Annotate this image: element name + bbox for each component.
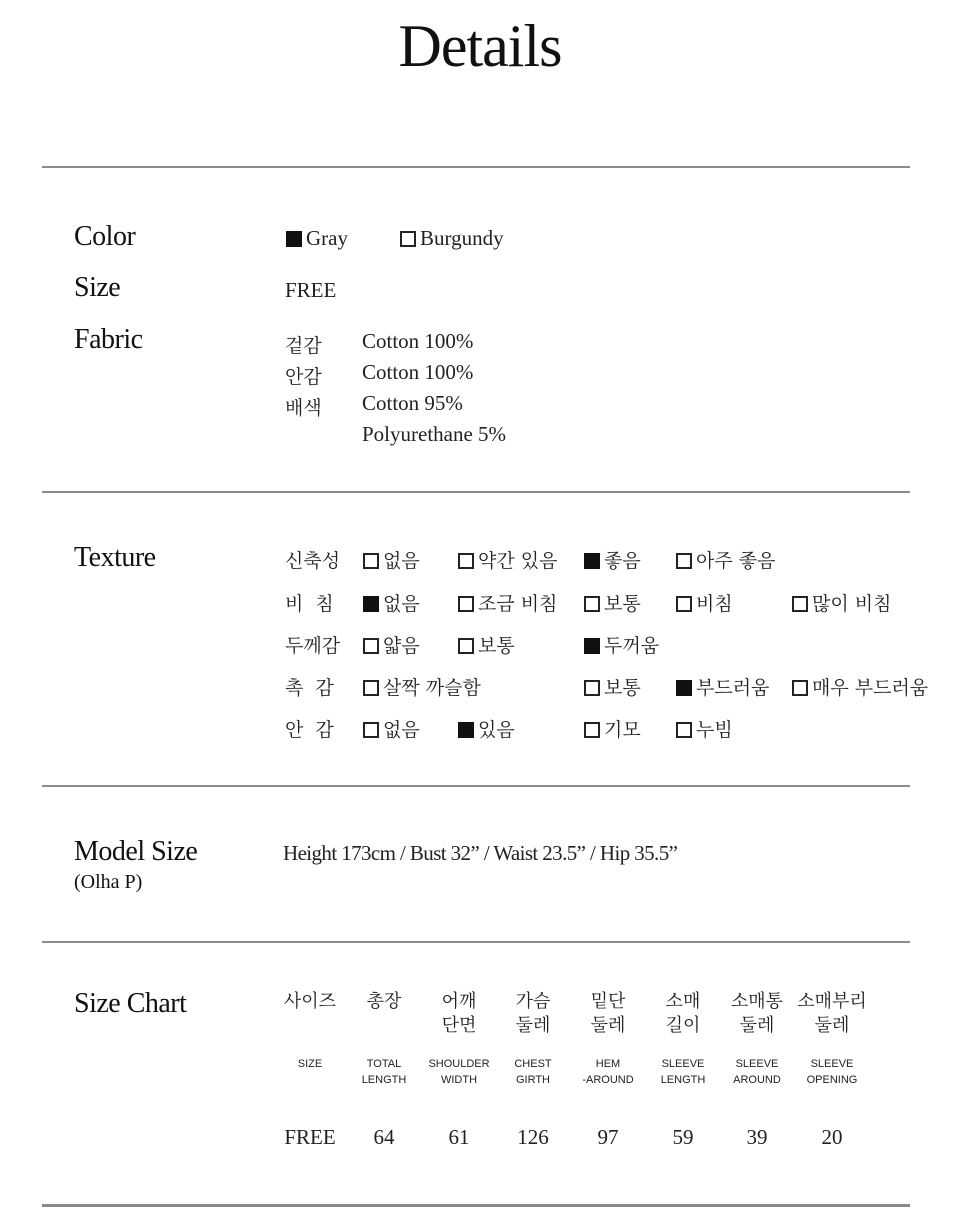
fabric-part: 겉감	[285, 335, 322, 357]
texture-option	[792, 589, 891, 616]
texture-option	[676, 673, 769, 700]
texture-attribute: 두께감	[285, 635, 341, 657]
texture-option	[676, 715, 733, 742]
checkbox-unchecked	[584, 680, 600, 696]
size-chart-header-eng: HEM -AROUND	[582, 1058, 634, 1086]
texture-option	[584, 546, 641, 573]
texture-option-label: 살짝 까슬함	[383, 677, 481, 699]
size-chart-header-kor: 사이즈	[283, 991, 337, 1012]
size-chart-header-eng: TOTAL LENGTH	[361, 1058, 407, 1086]
texture-attribute: 안 감	[285, 719, 334, 741]
texture-option	[584, 715, 641, 742]
size-chart-header-eng: SHOULDER WIDTH	[428, 1058, 490, 1086]
size-chart-value: FREE	[284, 1125, 336, 1149]
size-chart-header-eng: SLEEVE LENGTH	[660, 1058, 706, 1086]
color-option-label: Burgundy	[420, 226, 504, 250]
texture-option-label: 누빔	[696, 719, 733, 741]
texture-option-label: 기모	[604, 719, 641, 741]
texture-option	[458, 546, 557, 573]
texture-option	[584, 631, 659, 658]
checkbox-unchecked	[792, 596, 808, 612]
checkbox-unchecked	[363, 553, 379, 569]
color-option-label: Gray	[306, 226, 348, 250]
checkbox-unchecked	[363, 680, 379, 696]
texture-option	[363, 546, 420, 573]
texture-option	[676, 589, 733, 616]
size-chart-header-kor: 밑단 둘레	[590, 991, 626, 1036]
texture-label: Texture	[74, 542, 156, 573]
checkbox-unchecked	[584, 722, 600, 738]
size-chart-header-kor: 소매 길이	[665, 991, 701, 1036]
fabric-material: Cotton 100%	[362, 360, 474, 384]
texture-attribute: 신축성	[285, 550, 341, 572]
texture-option-label: 보통	[604, 677, 641, 699]
texture-option	[458, 631, 515, 658]
texture-option	[458, 589, 557, 616]
divider	[42, 166, 910, 168]
texture-option-label: 보통	[478, 635, 515, 657]
color-option-gray	[286, 226, 348, 251]
checkbox-checked	[584, 638, 600, 654]
texture-option-label: 있음	[478, 719, 515, 741]
size-value: FREE	[285, 278, 337, 302]
checkbox-unchecked	[458, 553, 474, 569]
checkbox-gray	[286, 231, 302, 247]
texture-option	[458, 715, 515, 742]
texture-option	[363, 673, 481, 700]
texture-option	[584, 589, 641, 616]
texture-option-label: 없음	[383, 550, 420, 572]
checkbox-checked	[676, 680, 692, 696]
model-size-label: Model Size	[74, 836, 198, 867]
fabric-part: 안감	[285, 366, 322, 388]
texture-option-label: 매우 부드러움	[812, 677, 929, 699]
texture-attribute: 비 침	[285, 593, 334, 615]
checkbox-unchecked	[676, 596, 692, 612]
fabric-material: Cotton 100%	[362, 329, 474, 353]
texture-option-label: 얇음	[383, 635, 420, 657]
fabric-label: Fabric	[74, 324, 143, 355]
size-chart-header-kor: 가슴 둘레	[515, 991, 551, 1036]
checkbox-checked	[363, 596, 379, 612]
color-option-burgundy	[400, 226, 504, 251]
page-title: Details	[398, 13, 562, 79]
texture-option	[363, 589, 420, 616]
checkbox-unchecked	[584, 596, 600, 612]
fabric-material: Cotton 95%	[362, 391, 463, 415]
model-measurements: Height 173cm / Bust 32” / Waist 23.5” / Hip 35.5”	[283, 841, 678, 865]
size-chart-header-eng: CHEST GIRTH	[514, 1058, 552, 1086]
texture-option-label: 조금 비침	[478, 593, 558, 615]
size-chart-header-kor: 어깨 단면	[441, 991, 477, 1036]
size-chart-header-kor: 소매부리 둘레	[797, 991, 867, 1036]
texture-option-label: 부드러움	[696, 677, 770, 699]
size-chart-header-eng: SLEEVE OPENING	[806, 1058, 858, 1086]
checkbox-unchecked	[363, 722, 379, 738]
size-chart-value: 64	[373, 1125, 395, 1149]
texture-option	[363, 631, 420, 658]
texture-option-label: 없음	[383, 593, 420, 615]
texture-option-label: 많이 비침	[812, 593, 892, 615]
texture-option	[584, 673, 641, 700]
texture-attribute: 촉 감	[285, 677, 334, 699]
checkbox-checked	[584, 553, 600, 569]
checkbox-unchecked	[676, 722, 692, 738]
checkbox-unchecked	[676, 553, 692, 569]
fabric-part: 배색	[285, 397, 322, 419]
checkbox-unchecked	[458, 596, 474, 612]
texture-option-label: 아주 좋음	[696, 550, 776, 572]
checkbox-checked	[458, 722, 474, 738]
checkbox-unchecked	[458, 638, 474, 654]
checkbox-unchecked	[792, 680, 808, 696]
size-chart-header-kor: 총장	[366, 991, 402, 1012]
texture-option	[792, 673, 928, 700]
divider	[42, 785, 910, 787]
divider	[42, 941, 910, 943]
size-chart-header-eng: SLEEVE AROUND	[733, 1058, 781, 1086]
texture-option-label: 좋음	[604, 550, 641, 572]
checkbox-burgundy	[400, 231, 416, 247]
texture-option	[676, 546, 775, 573]
size-chart-value: 126	[517, 1125, 549, 1149]
fabric-material: Polyurethane 5%	[362, 422, 507, 446]
texture-option-label: 비침	[696, 593, 733, 615]
texture-option-label: 보통	[604, 593, 641, 615]
size-chart-value: 59	[672, 1125, 694, 1149]
size-chart-value: 39	[746, 1125, 768, 1149]
texture-option	[363, 715, 420, 742]
texture-option-label: 없음	[383, 719, 420, 741]
texture-option-label: 두꺼움	[604, 635, 660, 657]
divider	[42, 491, 910, 493]
texture-option-label: 약간 있음	[478, 550, 558, 572]
model-name: (Olha P)	[74, 871, 143, 893]
size-chart-label: Size Chart	[74, 988, 187, 1019]
size-label: Size	[74, 272, 121, 303]
size-chart-value: 20	[821, 1125, 843, 1149]
size-chart-value: 97	[597, 1125, 619, 1149]
color-label: Color	[74, 221, 136, 252]
checkbox-unchecked	[363, 638, 379, 654]
size-chart-header-kor: 소매통 둘레	[730, 991, 784, 1036]
divider	[42, 1204, 910, 1207]
size-chart-header-eng: SIZE	[297, 1058, 323, 1070]
size-chart-value: 61	[448, 1125, 470, 1149]
